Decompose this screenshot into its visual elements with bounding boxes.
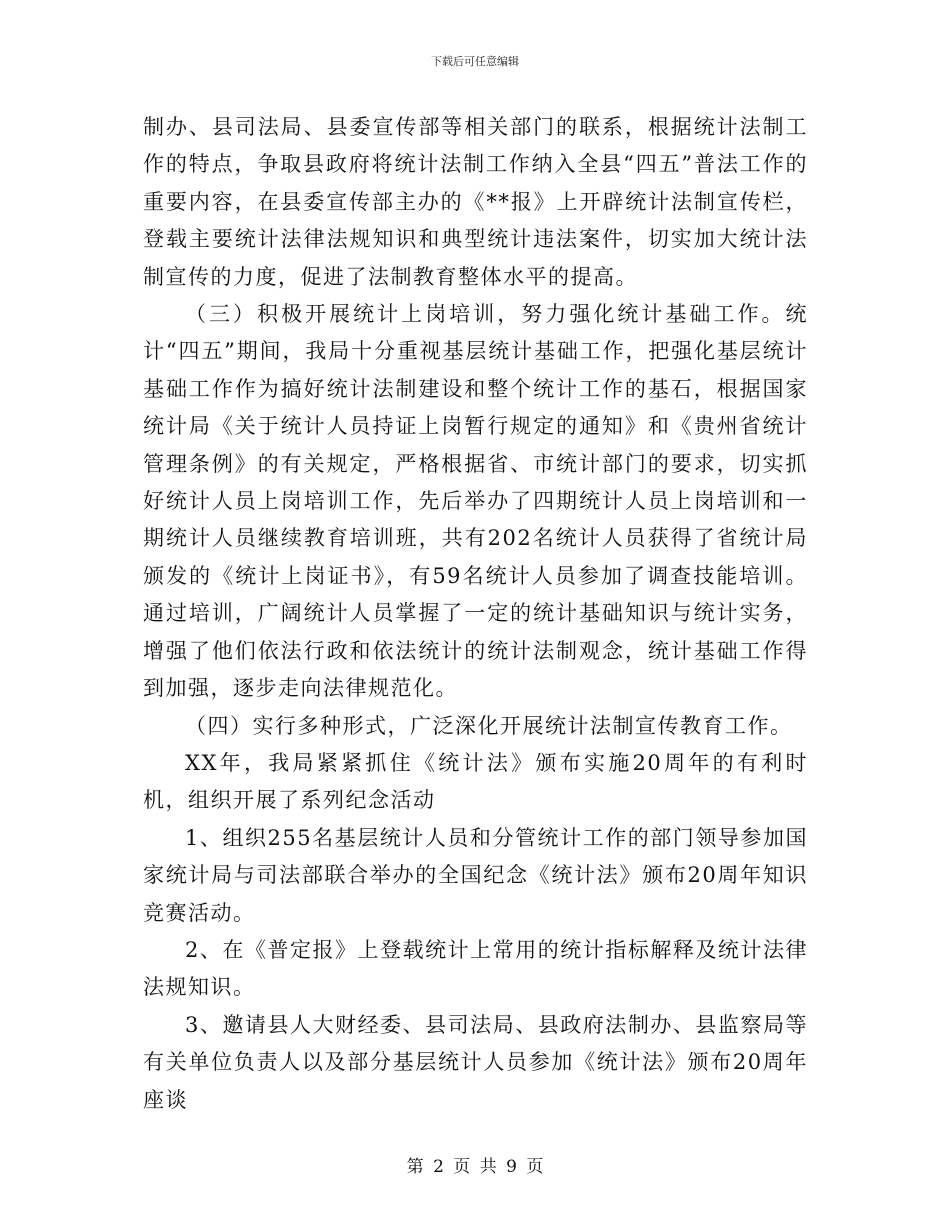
paragraph-1: 制办、县司法局、县委宣传部等相关部门的联系，根据统计法制工作的特点，争取县政府将统计法制工作纳入全县“四五”普法工作的重要内容，在县委宣传部主办的《**报》上开辟统计法制宣传栏，登载主要统计法律法规知识和典型统计违法案件，切实加大统计法制宣传的力度，促进了法制教育整体水平的提高。 — [143, 115, 808, 289]
paragraph-2: （三）积极开展统计上岗培训，努力强化统计基础工作。统计“四五”期间，我局十分重视基层统计基础工作，把强化基层统计基础工作作为搞好统计法制建设和整个统计工作的基石，根据国家统计局《关于统计人员持证上岗暂行规定的通知》和《贵州省统计管理条例》的有关规定，严格根据省、市统计部门的要求，切实抓好统计人员上岗培训工作，先后举办了四期统计人员上岗培训和一期统计人员继续教育培训班，共有202名统计人员获得了省统计局颁发的《统计上岗证书》，有59名统计人员参加了调查技能培训。通过培训，广阔统计人员掌握了一定的统计基础知识与统计实务，增强了他们依法行政和依法统计的统计法制观念，统计基础工作得到加强，逐步走向法律规范化。 — [143, 302, 808, 701]
page-number: 第 2 页 共 9 页 — [406, 1157, 544, 1177]
paragraph-6: 2、在《普定报》上登载统计上常用的统计指标解释及统计法律法规知识。 — [143, 937, 808, 1000]
paragraph-3: （四）实行多种形式，广泛深化开展统计法制宣传教育工作。 — [185, 713, 793, 738]
header-note: 下载后可任意编辑 — [431, 55, 519, 68]
document-body — [143, 109, 808, 1119]
paragraph-7: 3、邀请县人大财经委、县司法局、县政府法制办、县监察局等有关单位负责人以及部分基层统计人员参加《统计法》颁布20周年座谈 — [143, 1012, 808, 1112]
paragraph-4: XX年，我局紧紧抓住《统计法》颁布实施20周年的有利时机，组织开展了系列纪念活动 — [143, 750, 808, 813]
paragraph-5: 1、组织255名基层统计人员和分管统计工作的部门领导参加国家统计局与司法部联合举办的全国纪念《统计法》颁布20周年知识竞赛活动。 — [143, 825, 808, 925]
